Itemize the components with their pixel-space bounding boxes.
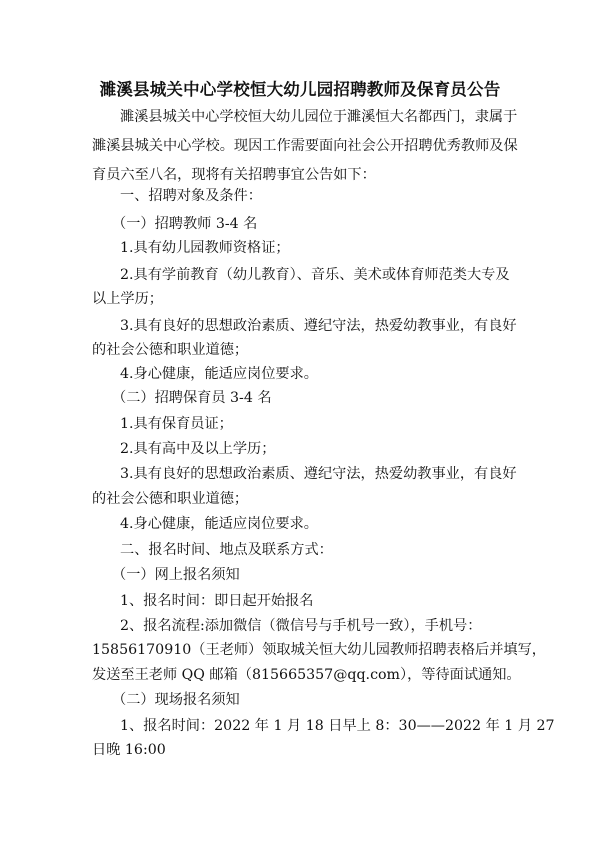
onsite-heading: （二）现场报名须知 bbox=[112, 692, 240, 708]
teacher-req-2-cont: 以上学历； bbox=[92, 291, 163, 307]
teacher-req-3-cont: 的社会公德和职业道德； bbox=[92, 342, 249, 358]
online-item-2-cont: 15856170910（王老师）领取城关恒大幼儿园教师招聘表格后并填写， bbox=[92, 642, 546, 658]
intro-line-1: 濉溪县城关中心学校恒大幼儿园位于濉溪恒大名都西门，隶属于 bbox=[120, 109, 518, 125]
document-title: 濉溪县城关中心学校恒大幼儿园招聘教师及保育员公告 bbox=[99, 80, 501, 99]
caregivers-heading: （二）招聘保育员 3-4 名 bbox=[112, 390, 272, 406]
online-item-2: 2、报名流程:添加微信（微信号与手机号一致），手机号： bbox=[120, 618, 482, 634]
onsite-item-1: 1、报名时间：2022 年 1 月 18 日早上 8：30——2022 年 1 月 27 bbox=[120, 718, 555, 734]
caregiver-req-2: 2.具有高中及以上学历； bbox=[120, 441, 276, 457]
caregiver-req-3-cont: 的社会公德和职业道德； bbox=[92, 491, 249, 507]
caregiver-req-1: 1.具有保育员证； bbox=[120, 416, 233, 432]
caregiver-req-4: 4.身心健康，能适应岗位要求。 bbox=[120, 516, 318, 532]
caregiver-req-3: 3.具有良好的思想政治素质、遵纪守法，热爱幼教事业，有良好 bbox=[120, 466, 517, 482]
teacher-req-2: 2.具有学前教育（幼儿教育）、音乐、美术或体育师范类大专及 bbox=[120, 267, 510, 283]
section1-heading: 一、招聘对象及条件： bbox=[120, 188, 262, 204]
intro-line-3: 育员六至八名，现将有关招聘事宜公告如下： bbox=[92, 167, 376, 183]
online-heading: （一）网上报名须知 bbox=[112, 567, 240, 583]
teachers-heading: （一）招聘教师 3-4 名 bbox=[112, 216, 258, 232]
teacher-req-4: 4.身心健康，能适应岗位要求。 bbox=[120, 366, 318, 382]
intro-line-2: 濉溪县城关中心学校。现因工作需要面向社会公开招聘优秀教师及保 bbox=[92, 138, 518, 154]
onsite-item-1-cont: 日晚 16:00 bbox=[92, 742, 166, 758]
section2-heading: 二、报名时间、地点及联系方式： bbox=[120, 542, 333, 558]
online-item-1: 1、报名时间：即日起开始报名 bbox=[120, 593, 314, 609]
online-item-2-cont2: 发送至王老师 QQ 邮箱（815665357@qq.com），等待面试通知。 bbox=[92, 667, 521, 683]
teacher-req-3: 3.具有良好的思想政治素质、遵纪守法，热爱幼教事业，有良好 bbox=[120, 318, 517, 334]
teacher-req-1: 1.具有幼儿园教师资格证； bbox=[120, 240, 290, 256]
